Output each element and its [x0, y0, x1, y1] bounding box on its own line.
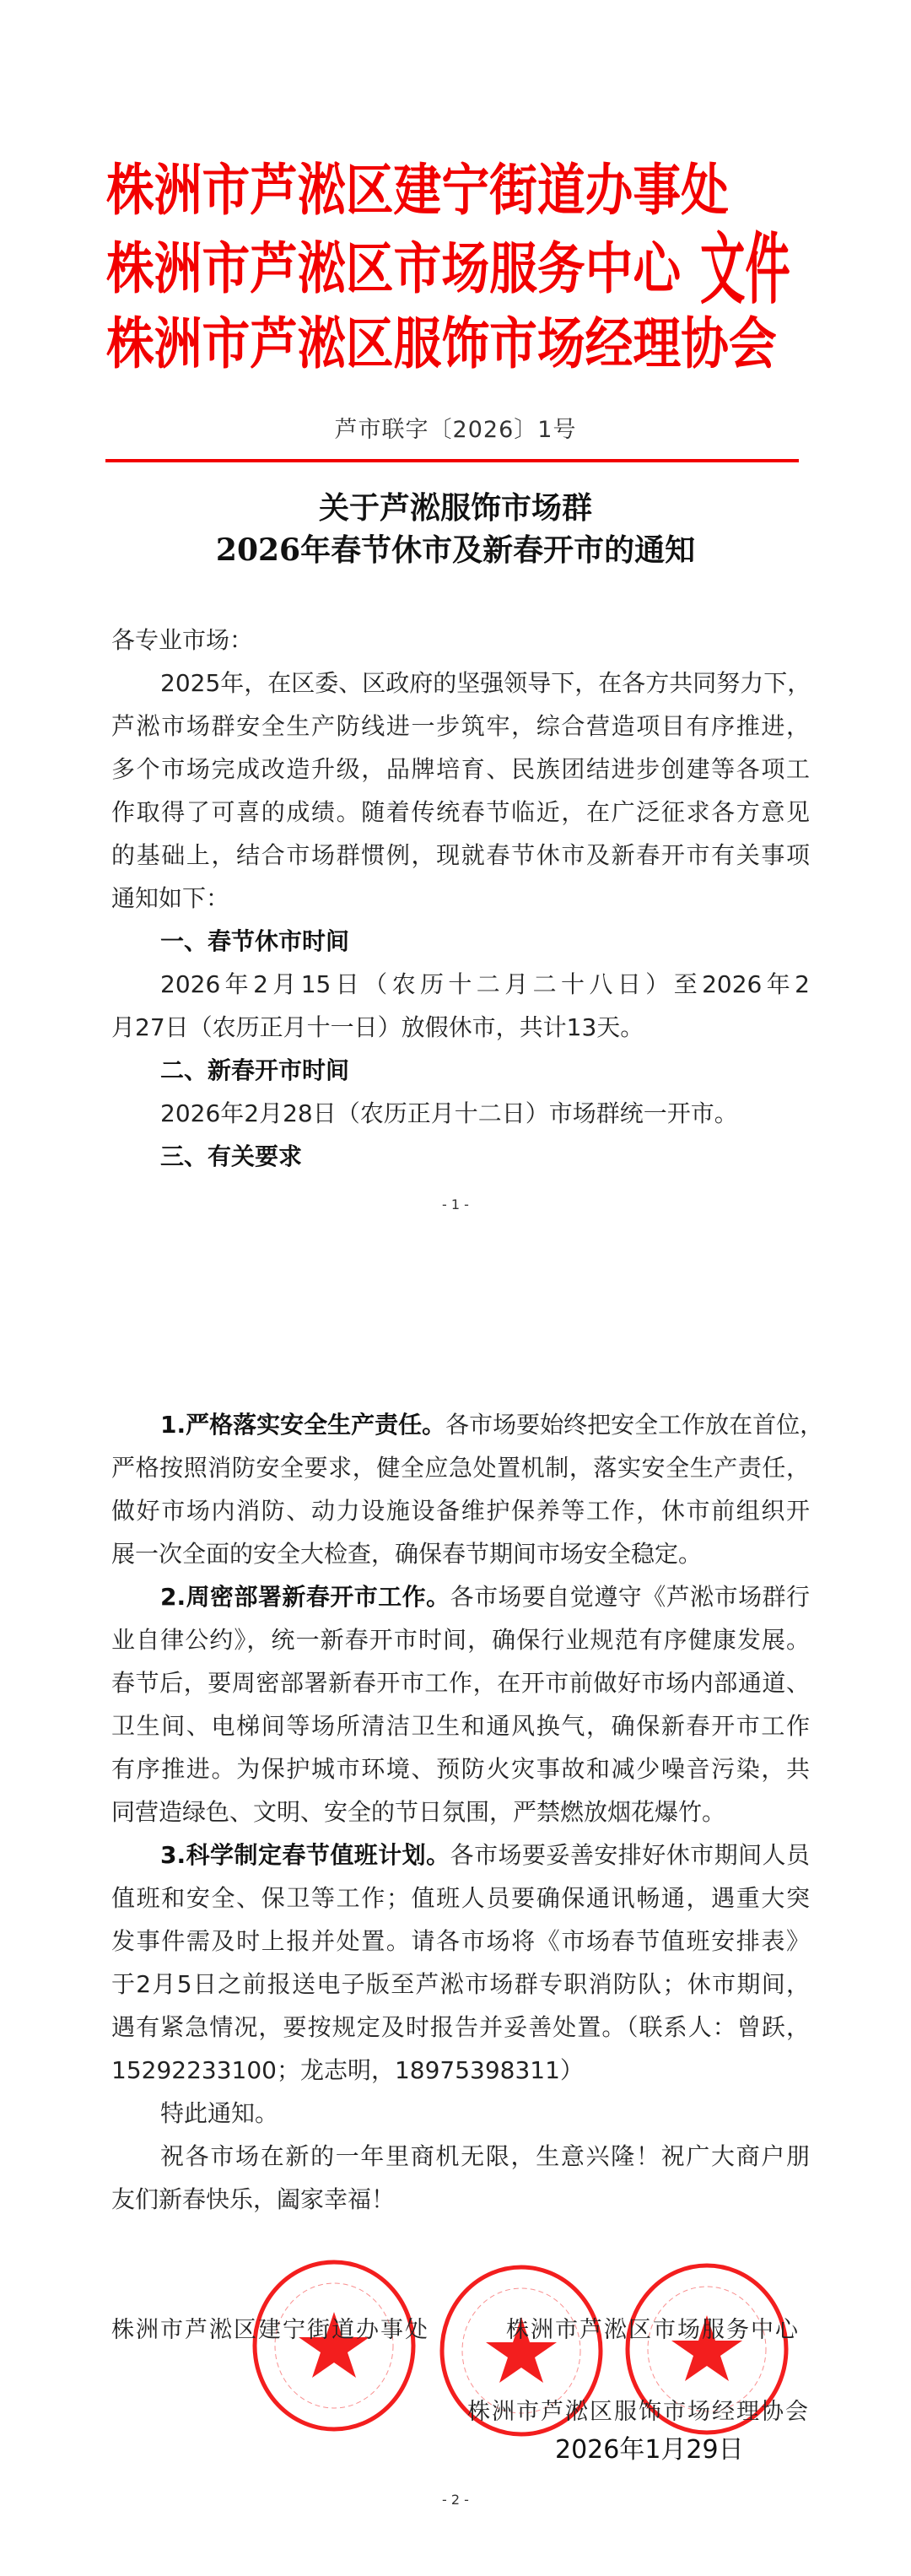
body-line	[111, 1920, 810, 1963]
body-line	[160, 1833, 810, 1877]
line-text: 值班和安全、保卫等工作；值班人员要确保通讯畅通，遇重大突	[111, 1884, 810, 1912]
line-text: 严格按照消防安全要求，健全应急处置机制，落实安全生产责任，	[111, 1454, 810, 1482]
header-org-3: 株洲市芦淞区服饰市场经理协会	[106, 311, 777, 376]
section-heading	[160, 1049, 810, 1092]
body-line	[111, 1532, 810, 1575]
line-text: 遇有紧急情况，要按规定及时报告并妥善处置。（联系人：曾跃，	[111, 2013, 810, 2041]
line-text: 一、春节休市时间	[160, 927, 350, 955]
body-line	[111, 1747, 810, 1790]
line-text: 各市场要妥善安排好休市期间人员	[450, 1841, 810, 1869]
body-line	[111, 1006, 810, 1049]
body-line	[111, 1790, 810, 1833]
body-line	[111, 1489, 810, 1532]
body-line	[111, 791, 810, 834]
line-text: 特此通知。	[160, 2099, 279, 2127]
header-divider	[105, 459, 799, 462]
header-org-2: 株洲市芦淞区市场服务中心	[106, 235, 682, 301]
body-line	[111, 1704, 810, 1747]
body-line	[111, 834, 810, 877]
header-org-1: 株洲市芦淞区建宁街道办事处	[106, 157, 729, 223]
body-line	[160, 2092, 810, 2135]
body-line	[111, 877, 810, 920]
line-text: 各市场要自觉遵守《芦淞市场群行	[450, 1583, 810, 1611]
line-text: 展一次全面的安全大检查，确保春节期间市场安全稳定。	[111, 1540, 703, 1568]
body-line	[160, 963, 810, 1006]
line-text: 作取得了可喜的成绩。随着传统春节临近，在广泛征求各方意见	[111, 798, 810, 826]
body-line	[160, 662, 810, 705]
line-text: 发事件需及时上报并处置。请各市场将《市场春节值班安排表》	[111, 1927, 810, 1955]
body-line	[160, 1092, 810, 1135]
line-text: 2025年，在区委、区政府的坚强领导下，在各方共同努力下，	[160, 669, 811, 697]
line-text: 同营造绿色、文明、安全的节日氛围，严禁燃放烟花爆竹。	[111, 1798, 726, 1826]
body-line	[111, 1446, 810, 1489]
line-text: 于2月5日之前报送电子版至芦淞市场群专职消防队；休市期间，	[111, 1970, 810, 1998]
line-text: 芦淞市场群安全生产防线进一步筑牢，综合营造项目有序推进，	[111, 712, 810, 740]
line-text: 卫生间、电梯间等场所清洁卫生和通风换气，确保新春开市工作	[111, 1712, 810, 1740]
item-lead: 2.周密部署新春开市工作。	[160, 1583, 450, 1611]
item-lead: 3.科学制定春节值班计划。	[160, 1841, 450, 1869]
signature-org-1: 株洲市芦淞区建宁街道办事处	[111, 2317, 429, 2343]
body-line	[111, 1963, 810, 2006]
body-line	[111, 2178, 810, 2221]
line-text: 各市场要始终把安全工作放在首位，	[445, 1411, 824, 1439]
section-heading	[160, 920, 810, 963]
signature-org-2: 株洲市芦淞区市场服务中心	[506, 2317, 800, 2343]
line-text: 二、新春开市时间	[160, 1056, 350, 1084]
issue-date: 2026年1月29日	[555, 2435, 744, 2465]
body-line	[111, 705, 810, 748]
body-line	[111, 2049, 810, 2092]
title-line-2: 2026年春节休市及新春开市的通知	[215, 532, 696, 568]
body-line	[160, 1575, 810, 1618]
body-line	[160, 2135, 810, 2178]
line-text: 的基础上，结合市场群惯例，现就春节休市及新春开市有关事项	[111, 841, 810, 869]
header-doc-type: 文件	[700, 224, 790, 315]
body-line	[111, 748, 810, 791]
line-text: 多个市场完成改造升级，品牌培育、民族团结进步创建等各项工	[111, 755, 810, 783]
item-lead: 1.严格落实安全生产责任。	[160, 1411, 446, 1439]
body-line	[111, 2006, 810, 2049]
body-line	[111, 618, 810, 662]
line-text: 月27日（农历正月十一日）放假休市，共计13天。	[111, 1013, 644, 1041]
section-heading	[160, 1135, 810, 1178]
page-number-1: - 1 -	[442, 1196, 469, 1212]
line-text: 业自律公约》，统一新春开市时间，确保行业规范有序健康发展。	[111, 1626, 810, 1654]
line-text: 2026年2月15日（农历十二月二十八日）至2026年2	[160, 970, 810, 998]
page-number-2: - 2 -	[442, 2492, 469, 2508]
line-text: 做好市场内消防、动力设施设备维护保养等工作，休市前组织开	[111, 1497, 810, 1525]
line-text: 2026年2月28日（农历正月十二日）市场群统一开市。	[160, 1099, 738, 1127]
line-text: 通知如下：	[111, 884, 230, 912]
line-text: 祝各市场在新的一年里商机无限，生意兴隆！祝广大商户朋	[160, 2142, 810, 2170]
body-line	[160, 1403, 824, 1446]
body-line	[111, 1661, 810, 1704]
line-text: 15292233100；龙志明，18975398311）	[111, 2056, 584, 2084]
line-text: 有序推进。为保护城市环境、预防火灾事故和减少噪音污染，共	[111, 1755, 810, 1783]
doc-number: 芦市联字〔2026〕1号	[334, 417, 577, 443]
signature-org-3: 株洲市芦淞区服饰市场经理协会	[467, 2399, 810, 2425]
title-line-1: 关于芦淞服饰市场群	[318, 490, 592, 526]
body-line	[111, 1618, 810, 1661]
body-line	[111, 1877, 810, 1920]
line-text: 各专业市场：	[111, 626, 254, 654]
line-text: 春节后，要周密部署新春开市工作，在开市前做好市场内部通道、	[111, 1669, 810, 1697]
line-text: 友们新春快乐，阖家幸福！	[111, 2185, 396, 2213]
line-text: 三、有关要求	[160, 1142, 303, 1170]
